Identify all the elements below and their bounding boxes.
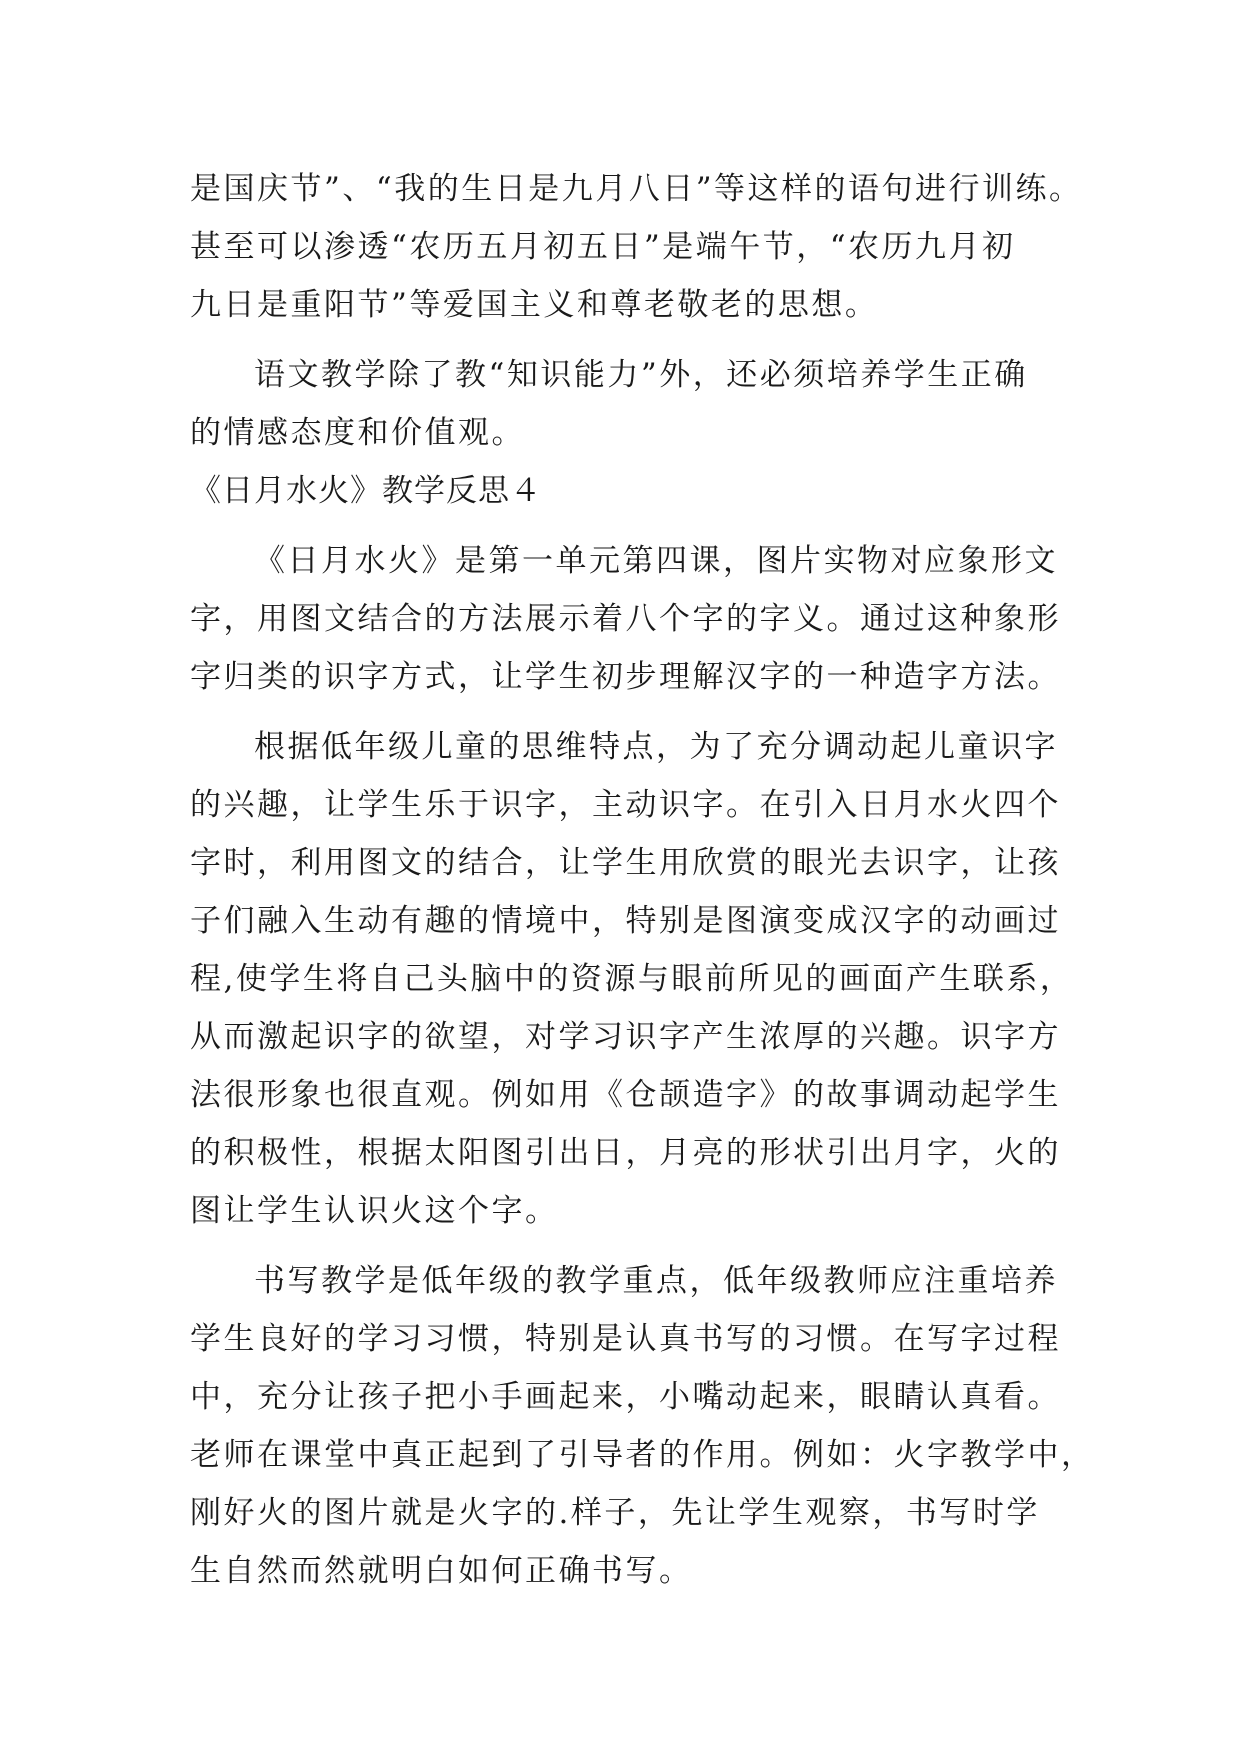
text-line: 的兴趣，让学生乐于识字，主动识字。在引入日月水火四个	[190, 787, 1061, 823]
text-line: 子们融入生动有趣的情境中，特别是图演变成汉字的动画过	[190, 903, 1061, 939]
text-line: 图让学生认识火这个字。	[190, 1193, 559, 1229]
continuation-paragraph	[190, 160, 1090, 334]
text-line: 根据低年级儿童的思维特点，为了充分调动起儿童识字	[254, 729, 1058, 765]
intro-paragraph	[190, 532, 1090, 706]
text-line: 语文教学除了教“知识能力”外，还必须培养学生正确	[254, 357, 1028, 393]
text-line: 书写教学是低年级的教学重点，低年级教师应注重培养	[254, 1263, 1058, 1299]
text-line: 程,使学生将自己头脑中的资源与眼前所见的画面产生联系，	[190, 961, 1074, 997]
text-line: 《日月水火》是第一单元第四课，图片实物对应象形文	[254, 543, 1058, 579]
text-line: 九日是重阳节”等爱国主义和尊老敬老的思想。	[190, 287, 879, 323]
text-line: 的情感态度和价值观。	[190, 415, 525, 451]
text-line: 生自然而然就明白如何正确书写。	[190, 1553, 693, 1589]
text-line: 法很形象也很直观。例如用《仓颉造字》的故事调动起学生	[190, 1077, 1061, 1113]
text-line: 刚好火的图片就是火字的.样子，先让学生观察，书写时学	[190, 1495, 1040, 1531]
text-line: 是国庆节”、“我的生日是九月八日”等这样的语句进行训练。	[190, 171, 1083, 207]
text-line: 的积极性，根据太阳图引出日，月亮的形状引出月字，火的	[190, 1135, 1061, 1171]
document-body	[190, 160, 1095, 1600]
writing-paragraph	[190, 1252, 1095, 1600]
interest-paragraph	[190, 718, 1090, 1240]
text-line: 字，用图文结合的方法展示着八个字的字义。通过这种象形	[190, 601, 1061, 637]
text-line: 老师在课堂中真正起到了引导者的作用。例如：火字教学中，	[190, 1437, 1095, 1473]
text-line: 字归类的识字方式，让学生初步理解汉字的一种造字方法。	[190, 659, 1061, 695]
text-line: 字时，利用图文的结合，让学生用欣赏的眼光去识字，让孩	[190, 845, 1061, 881]
text-line: 从而激起识字的欲望，对学习识字产生浓厚的兴趣。识字方	[190, 1019, 1061, 1055]
values-paragraph	[190, 346, 1090, 462]
section-title: 《日月水火》教学反思４	[190, 473, 542, 509]
text-line: 中，充分让孩子把小手画起来，小嘴动起来，眼睛认真看。	[190, 1379, 1061, 1415]
text-line: 学生良好的学习习惯，特别是认真书写的习惯。在写字过程	[190, 1321, 1061, 1357]
text-line: 甚至可以渗透“农历五月初五日”是端午节，“农历九月初	[190, 229, 1016, 265]
